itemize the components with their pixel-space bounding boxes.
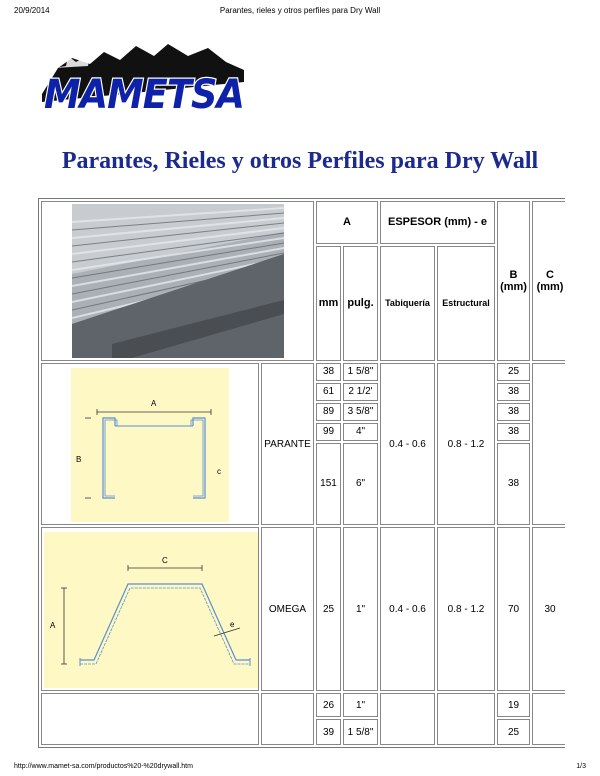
next-diagram-cell: [41, 693, 259, 745]
parante-pulg-0: 1 5/8": [343, 363, 378, 381]
parante-pulg-1: 2 1/2': [343, 383, 378, 401]
parante-pulg-4: 6": [343, 443, 378, 525]
omega-estructural: 0.8 - 1.2: [437, 527, 495, 691]
product-photo: [72, 204, 284, 358]
next-c: [532, 693, 565, 745]
omega-diagram: [44, 532, 258, 688]
header-c: C (mm): [532, 201, 565, 361]
parante-b-0: 25: [497, 363, 530, 381]
parante-pulg-3: 4": [343, 423, 378, 441]
parante-diagram: [71, 368, 229, 522]
parante-mm-4: 151: [316, 443, 341, 525]
next-b-1: 25: [497, 719, 530, 745]
omega-label-e: e: [230, 620, 235, 629]
svg-text:MAMETSA: MAMETSA: [44, 72, 244, 116]
print-title: Parantes, rieles y otros perfiles para Dry Wall: [219, 6, 381, 15]
parante-diagram-cell: [41, 363, 259, 525]
print-date: 20/9/2014: [14, 6, 50, 15]
omega-label-a: A: [50, 621, 56, 630]
parante-label-c: c: [217, 467, 221, 476]
product-photo-cell: [41, 201, 314, 361]
omega-diagram-cell: [41, 527, 259, 691]
parante-mm-3: 99: [316, 423, 341, 441]
next-b-0: 19: [497, 693, 530, 717]
print-url[interactable]: http://www.mamet-sa.com/productos%20-%20drywall.htm: [14, 763, 193, 770]
parante-label-b: B: [76, 455, 82, 464]
parante-b-2: 38: [497, 403, 530, 421]
parante-label: PARANTE: [261, 363, 314, 525]
next-mm-1: 39: [316, 719, 341, 745]
parante-estructural: 0.8 - 1.2: [437, 363, 495, 525]
omega-pulg: 1": [343, 527, 378, 691]
page-title: Parantes, Rieles y otros Perfiles para Dry Wall: [61, 148, 539, 174]
next-mm-0: 26: [316, 693, 341, 717]
parante-c: [532, 363, 565, 525]
header-pulg: pulg.: [343, 246, 378, 361]
parante-tabiqueria: 0.4 - 0.6: [380, 363, 435, 525]
parante-b-3: 38: [497, 423, 530, 441]
next-label: [261, 693, 314, 745]
print-footer: [0, 763, 600, 775]
omega-label: OMEGA: [261, 527, 314, 691]
omega-mm: 25: [316, 527, 341, 691]
omega-b: 70: [497, 527, 530, 691]
next-pulg-0: 1": [343, 693, 378, 717]
header-espesor: ESPESOR (mm) - e: [380, 201, 495, 244]
print-header: [0, 6, 600, 20]
parante-label-a: A: [151, 399, 157, 408]
header-a: A: [316, 201, 378, 244]
next-pulg-1: 1 5/8": [343, 719, 378, 745]
parante-mm-0: 38: [316, 363, 341, 381]
parante-b-1: 38: [497, 383, 530, 401]
header-estructural: Estructural: [437, 246, 495, 361]
next-estructural: [437, 693, 495, 745]
spec-table: [38, 198, 565, 748]
spec-table-wrapper: [38, 198, 565, 758]
parante-mm-1: 61: [316, 383, 341, 401]
header-tabiqueria: Tabiquería: [380, 246, 435, 361]
parante-mm-2: 89: [316, 403, 341, 421]
parante-pulg-2: 3 5/8": [343, 403, 378, 421]
next-tabiqueria: [380, 693, 435, 745]
omega-c: 30: [532, 527, 565, 691]
parante-b-4: 38: [497, 443, 530, 525]
page-number: 1/3: [576, 763, 586, 770]
header-mm: mm: [316, 246, 341, 361]
omega-label-c: C: [162, 556, 168, 565]
header-b: B (mm): [497, 201, 530, 361]
mametsa-logo[interactable]: [38, 36, 248, 116]
omega-tabiqueria: 0.4 - 0.6: [380, 527, 435, 691]
